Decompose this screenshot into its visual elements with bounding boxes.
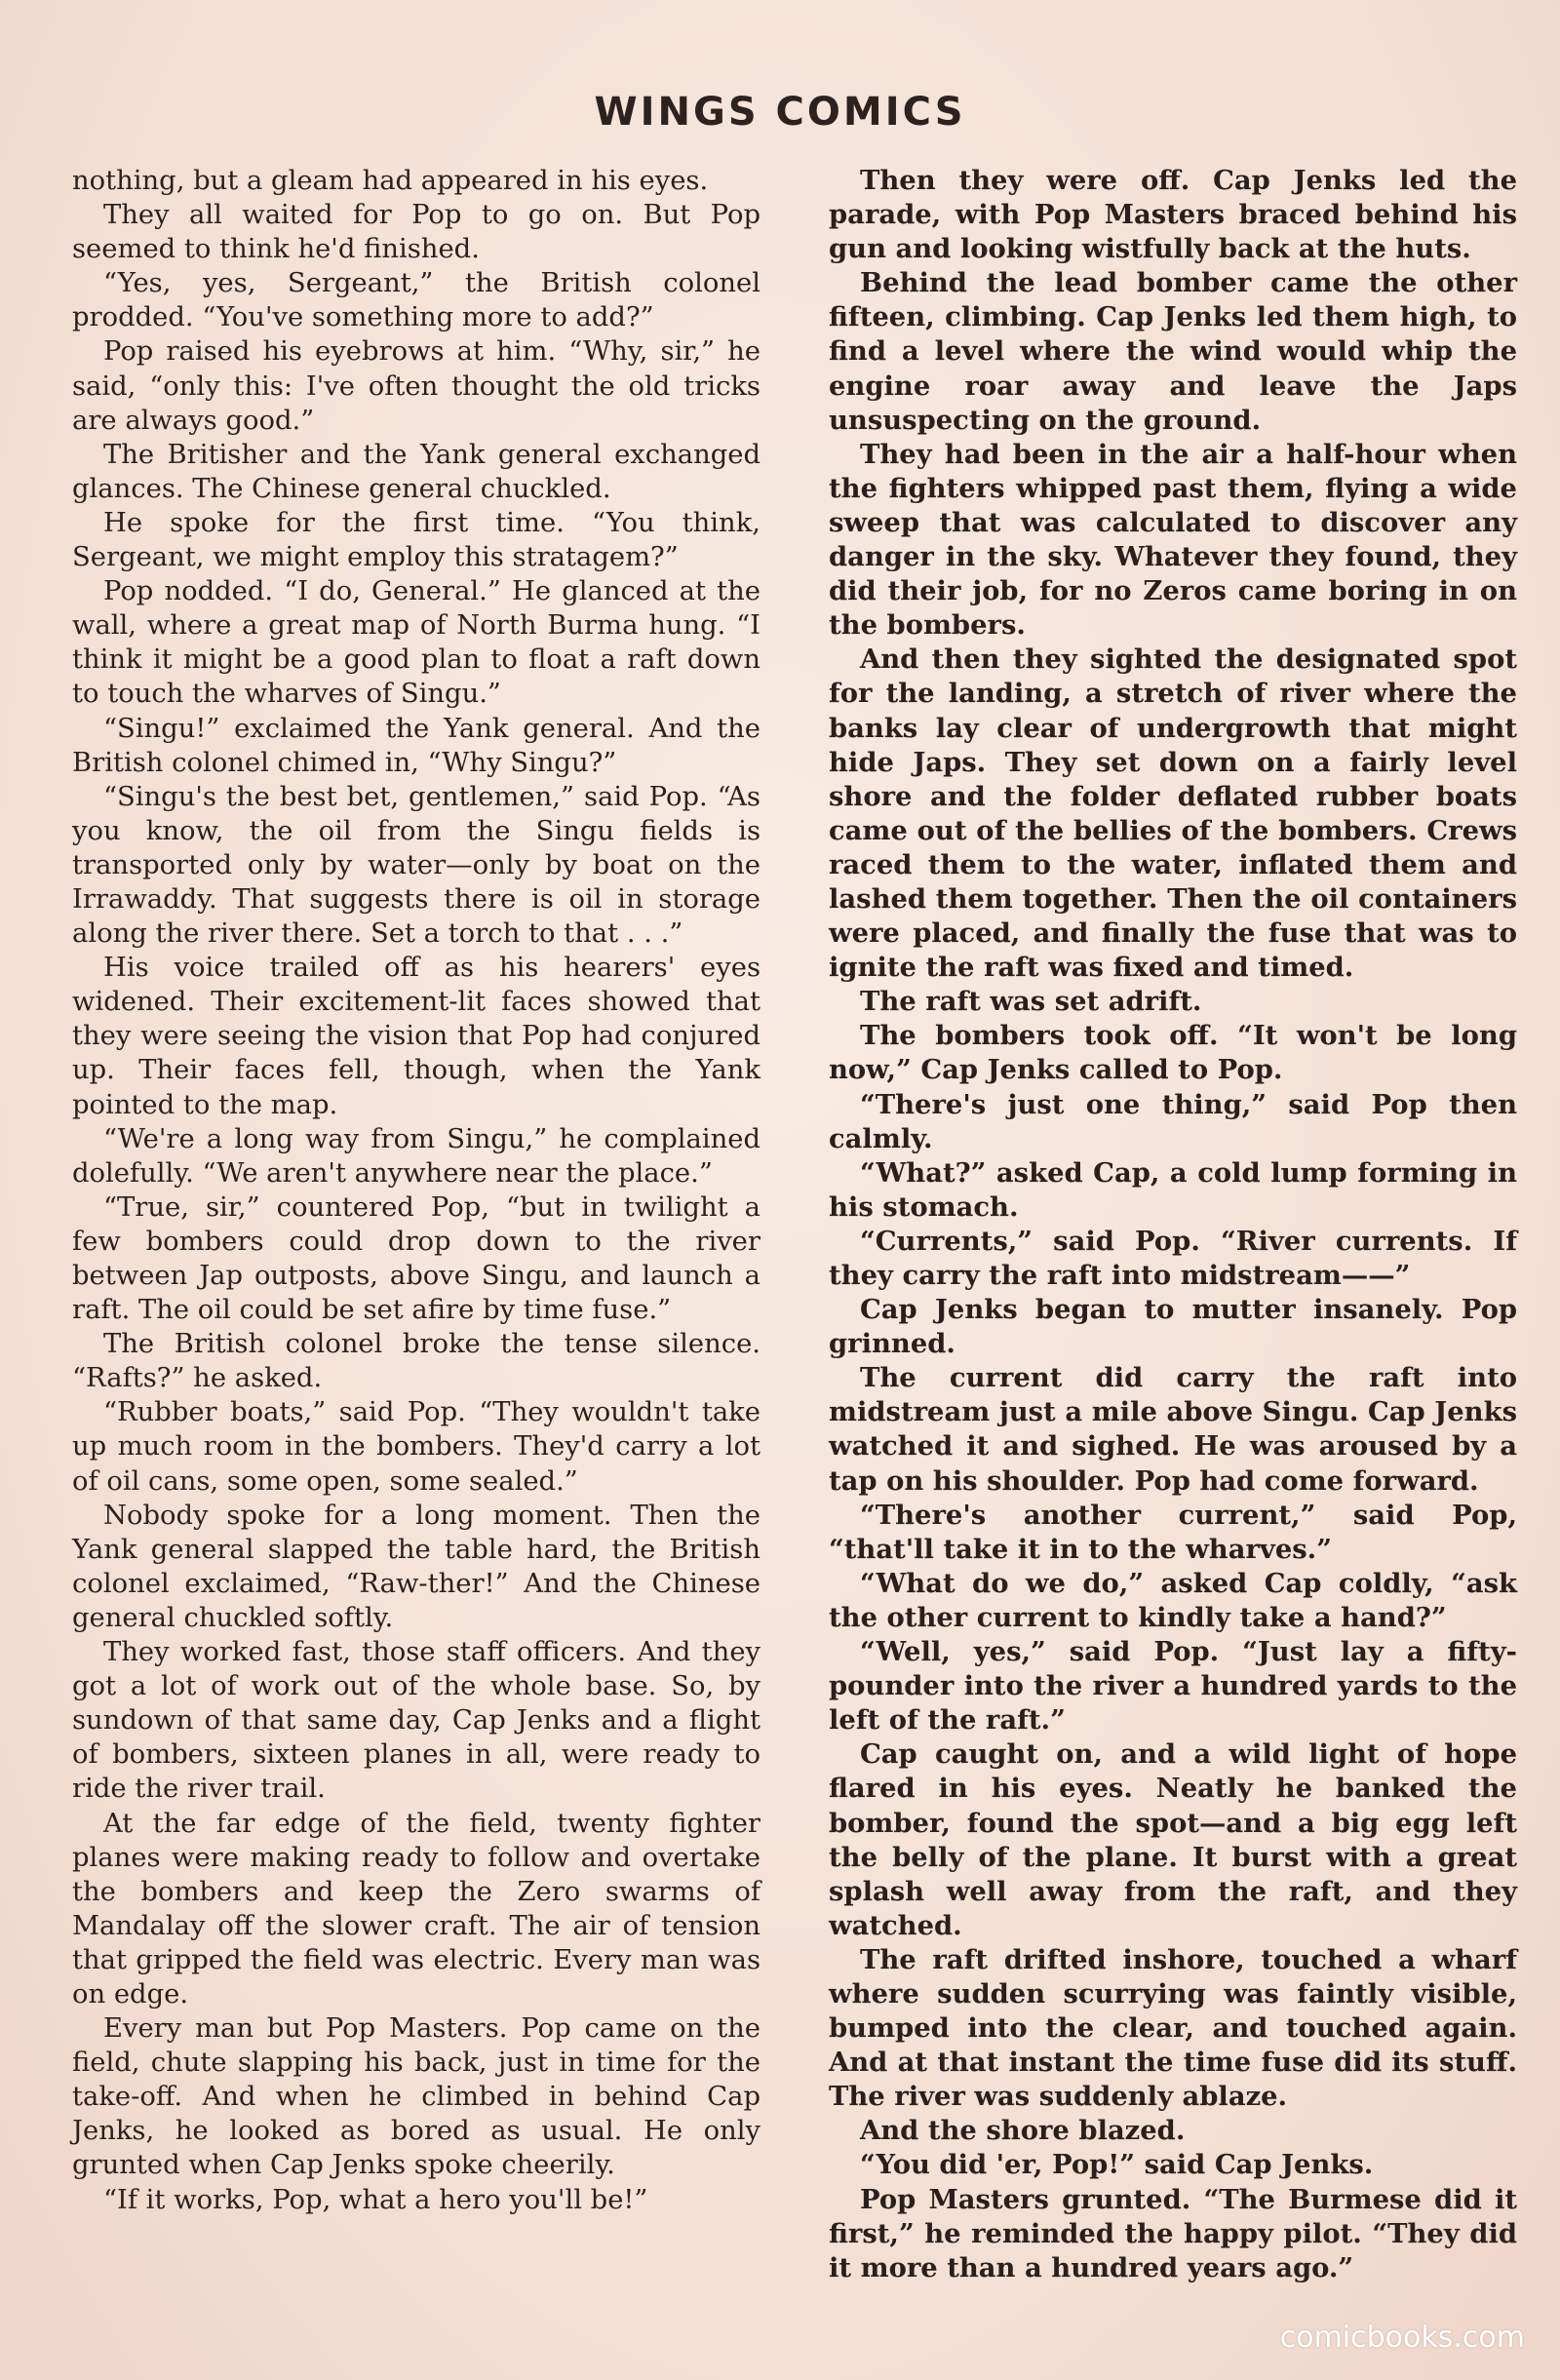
paragraph: The bombers took off. “It won't be long now,” Cap Jenks called to Pop. bbox=[829, 1020, 1517, 1086]
left-column bbox=[72, 164, 760, 2217]
paragraph: “What do we do,” asked Cap coldly, “ask the other current to kindly take a hand?” bbox=[829, 1567, 1517, 1633]
paragraph: The British colonel broke the tense silence. “Rafts?” he asked. bbox=[72, 1329, 760, 1394]
paragraph: “We're a long way from Singu,” he complained dolefully. “We aren't anywhere near the place.” bbox=[72, 1123, 760, 1189]
paragraph: “You did 'er, Pop!” said Cap Jenks. bbox=[860, 2149, 1374, 2181]
paragraph: They had been in the air a half-hour when the fighters whipped past them, flying a wide sweep that was calculated to discover any danger in the sky. Whatever they found, they did their job, for no Zeros came boring in on the bombers. bbox=[829, 438, 1517, 642]
paragraph: The current did carry the raft into midstream just a mile above Singu. Cap Jenks watched it and sighed. He was aroused by a tap on his shoulder. Pop had come forward. bbox=[829, 1362, 1517, 1497]
paragraph: The raft was set adrift. bbox=[860, 986, 1202, 1018]
paragraph: Behind the lead bomber came the other fifteen, climbing. Cap Jenks led them high, to find a level where the wind would whip the engine roar away and leave the Japs unsuspecting on the ground. bbox=[829, 267, 1517, 436]
paragraph: “Well, yes,” said Pop. “Just lay a fifty-pounder into the river a hundred yards to the left of the raft.” bbox=[829, 1636, 1517, 1736]
paragraph: Every man but Pop Masters. Pop came on the field, chute slapping his back, just in time for the take-off. And when he climbed in behind Cap Jenks, he looked as bored as usual. He only grunted when Cap Jenks spoke cheerily. bbox=[72, 2013, 760, 2181]
paragraph: Cap caught on, and a wild light of hope flared in his eyes. Neatly he banked the bomber, found the spot—and a big egg left the belly of the plane. It burst with a great splash well away from the raft, and they watched. bbox=[829, 1738, 1517, 1941]
paragraph: His voice trailed off as his hearers' eyes widened. Their excitement-lit faces showed that they were seeing the vision that Pop had conjured up. Their faces fell, though, when the Yank pointed to the map. bbox=[72, 953, 760, 1120]
paragraph: They worked fast, those staff officers. And they got a lot of work out of the whole base. So, by sundown of that same day, Cap Jenks and a flight of bombers, sixteen planes in all, were ready to ride the river trail. bbox=[72, 1637, 760, 1805]
paragraph: nothing, but a gleam had appeared in his eyes. bbox=[72, 166, 709, 196]
paragraph: He spoke for the first time. “You think, Sergeant, we might employ this stratagem?” bbox=[72, 507, 760, 573]
paragraph: Then they were off. Cap Jenks led the parade, with Pop Masters braced behind his gun and looking wistfully back at the huts. bbox=[829, 165, 1517, 265]
page-header: WINGS COMICS bbox=[594, 90, 966, 135]
paragraph: “Singu's the best bet, gentlemen,” said Pop. “As you know, the oil from the Singu fields is transported only by water—only by boat on the Irrawaddy. That suggests there is oil in storage along the river there. Set a torch to that . . .” bbox=[72, 781, 760, 950]
paragraph: “Currents,” said Pop. “River currents. If they carry the raft into midstream——” bbox=[829, 1225, 1517, 1291]
paragraph: They all waited for Pop to go on. But Pop seemed to think he'd finished. bbox=[72, 200, 760, 265]
source-watermark: comicbooks.com bbox=[1279, 2321, 1525, 2355]
paragraph: And then they sighted the designated spot for the landing, a stretch of river where the banks lay clear of undergrowth that might hide Japs. They set down on a fairly level shore and the folder deflated rubber boats came out of the bellies of the bombers. Crews raced them to the water, inflated them and lashed them together. Then the oil containers were placed, and finally the fuse that was to ignite the raft was fixed and timed. bbox=[829, 644, 1517, 984]
paragraph: “Rubber boats,” said Pop. “They wouldn't take up much room in the bombers. They'd carry a lot of oil cans, some open, some sealed.” bbox=[72, 1397, 760, 1497]
paragraph: Pop raised his eyebrows at him. “Why, sir,” he said, “only this: I've often thought the old tricks are always good.” bbox=[72, 336, 760, 436]
paragraph: “Singu!” exclaimed the Yank general. And the British colonel chimed in, “Why Singu?” bbox=[72, 713, 760, 778]
paragraph: And the shore blazed. bbox=[860, 2115, 1186, 2147]
paragraph: The Britisher and the Yank general exchanged glances. The Chinese general chuckled. bbox=[72, 439, 760, 504]
paragraph: “There's another current,” said Pop, “that'll take it in to the wharves.” bbox=[829, 1499, 1517, 1565]
paragraph: At the far edge of the field, twenty fighter planes were making ready to follow and overtake the bombers and keep the Zero swarms of Mandalay off the slower craft. The air of tension that gripped the field was electric. Every man was on edge. bbox=[72, 1808, 760, 2009]
paragraph: Nobody spoke for a long moment. Then the Yank general slapped the table hard, the British colonel exclaimed, “Raw-ther!” And the Chinese general chuckled softly. bbox=[72, 1500, 760, 1633]
paragraph: “What?” asked Cap, a cold lump forming in his stomach. bbox=[829, 1156, 1517, 1223]
paragraph: “If it works, Pop, what a hero you'll be!” bbox=[103, 2184, 648, 2215]
paragraph: “There's just one thing,” said Pop then calmly. bbox=[829, 1088, 1517, 1154]
paragraph: Cap Jenks began to mutter insanely. Pop grinned. bbox=[829, 1294, 1517, 1360]
right-column bbox=[829, 164, 1517, 2285]
paragraph: Pop nodded. “I do, General.” He glanced at the wall, where a great map of North Burma hung. “I think it might be a good plan to float a raft down to touch the wharves of Singu.” bbox=[72, 576, 760, 710]
paragraph: The raft drifted inshore, touched a wharf where sudden scurrying was faintly visible, bumped into the clear, and touched again. And at that instant the time fuse did its stuff. The river was suddenly ablaze. bbox=[829, 1943, 1517, 2113]
paragraph: “True, sir,” countered Pop, “but in twilight a few bombers could drop down to the river between Jap outposts, above Singu, and launch a raft. The oil could be set afire by time fuse.” bbox=[72, 1191, 760, 1326]
paragraph: “Yes, yes, Sergeant,” the British colonel prodded. “You've something more to add?” bbox=[72, 268, 760, 333]
paragraph: Pop Masters grunted. “The Burmese did it first,” he reminded the happy pilot. “They did it more than a hundred years ago.” bbox=[829, 2183, 1517, 2283]
